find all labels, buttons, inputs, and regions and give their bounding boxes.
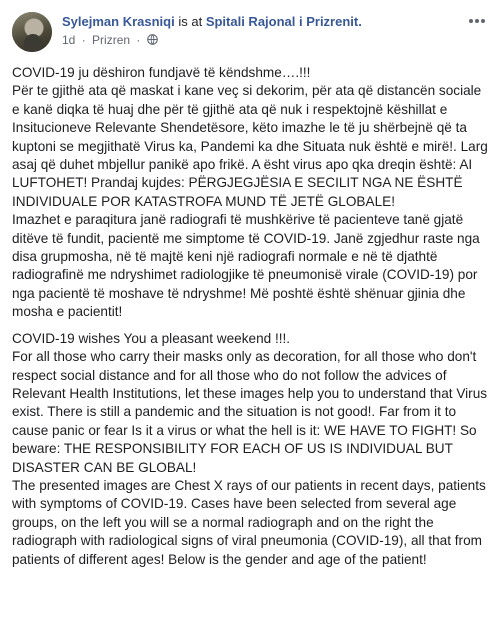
- meta-separator-2: ·: [136, 33, 141, 47]
- checkin-text: is at: [178, 14, 203, 29]
- location-link[interactable]: Spitali Rajonal i Prizrenit.: [205, 14, 362, 29]
- post-body: [12, 64, 490, 577]
- post-title-line: [62, 13, 362, 31]
- avatar[interactable]: [12, 12, 52, 52]
- post-timestamp[interactable]: 1d: [62, 33, 76, 47]
- post-text-english: COVID-19 wishes You a pleasant weekend !!!. For all those who carry their masks only as decoration, for all those who don't respect social distance and for all those who do not follow the advices of Relevant Health Institutions, let these images help you to understand that Virus exist. There is still a pandemic and the situation is not good!. Far from it to cause panic or fear Is it a virus or what the hell is it: WE HAVE TO FIGHT! So beware: THE RESPONSIBILITY FOR EACH OF US IS INDIVIDUAL BUT DISASTER CAN BE GLOBAL! The presented images are Chest X rays of our patients in recent days, patients with symptoms of COVID-19. Cases have been selected from several age groups, on the left you will se a normal radiograph and on the right the radiograph with radiological signs of viral pneumonia (COVID-19), all that from patients of different ages! Below is the gender and age of the patient!: [12, 330, 488, 567]
- globe-icon[interactable]: [147, 34, 158, 45]
- more-options-icon[interactable]: [467, 14, 487, 28]
- post-place[interactable]: Prizren: [92, 33, 131, 47]
- post-header: [12, 12, 487, 56]
- post-text-albanian: COVID-19 ju dëshiron fundjavë të këndshme….!!! Për te gjithë ata që maskat i kane veç si dekorim, për ata që distancën sociale e kanë diqka të huaj dhe për të gjithë ata që nuk i respektojnë këshillat e Insitucioneve Relevante Shendetësore, këto imazhe le të ju shërbejnë që ta kuptoni se megjithatë Virus ka, Pandemi ka dhe Situata nuk është e mirë!. Larg asaj që duhet mbjellur panikë apo frikë. A ësht virus apo qka dreqin është: AI LUFTOHET! Prandaj kujdes: PËRGJEGJËSIA E SECILIT NGA NE ËSHTË INDIVIDUALE POR KATASTROFA MUND TË JETË GLOBALE! Imazhet e paraqitura janë radiografi të mushkërive të pacienteve tanë gjatë ditëve të fundit, pacientë me simptome të COVID-19. Janë zgjedhur raste nga disa grupmosha, në të majtë keni një radiografi normale e në të djathtë radiografinë me ndryshimet radiologjike të pneumonisë virale (COVID-19) por nga pacientë të moshave të ndryshme! Më poshtë është shënuar gjinia dhe mosha e pacientit!: [12, 65, 488, 320]
- author-name-link[interactable]: Sylejman Krasniqi: [62, 14, 175, 29]
- post-meta: [62, 32, 158, 48]
- meta-separator: ·: [81, 33, 86, 47]
